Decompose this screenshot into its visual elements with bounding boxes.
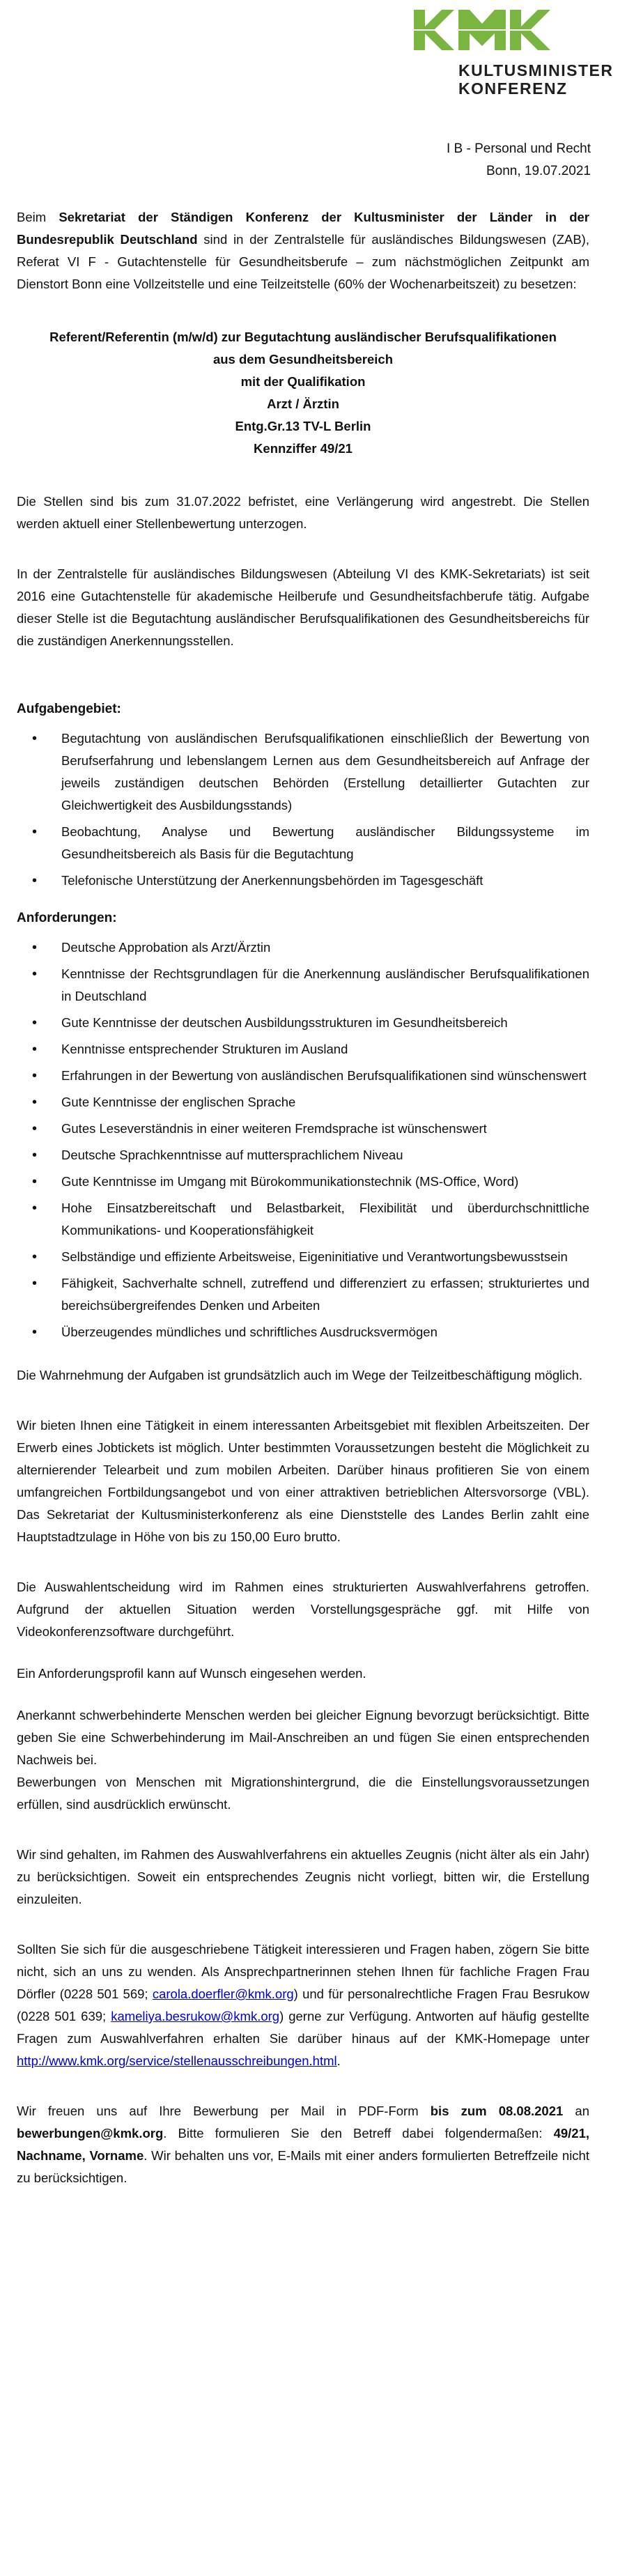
logo-text-line2: KONFERENZ bbox=[458, 79, 568, 98]
email-link-besrukow[interactable]: kameliya.besrukow@kmk.org bbox=[111, 2009, 280, 2023]
department: I B - Personal und Recht bbox=[447, 141, 591, 156]
list-item: • Hohe Einsatzbereitschaft und Belastbarkeit, Flexibilität und überdurchschnittliche Kommunikations- und Kooperationsfähigkeit bbox=[61, 1197, 589, 1242]
kmk-logo-mark bbox=[414, 10, 623, 59]
email-link-doerfler[interactable]: carola.doerfler@kmk.org bbox=[152, 1987, 294, 2001]
limitation-paragraph: Die Stellen sind bis zum 31.07.2022 befristet, eine Verlängerung wird angestrebt. Die Stellen werden aktuell einer Stellenbewertung unterzogen. bbox=[17, 494, 589, 531]
organization-name: Sekretariat der Ständigen Konferenz der Kultusminister der Länder in der Bundesrepublik Deutschland bbox=[17, 210, 589, 247]
position-line-1: Referent/Referentin (m/w/d) zur Begutachtung ausländischer Berufsqualifikationen bbox=[49, 330, 557, 344]
position-reference-number: Kennziffer 49/21 bbox=[254, 441, 353, 456]
closing-text-3: . Bitte formulieren Sie den Betreff dabei folgendermaßen: bbox=[163, 2126, 554, 2141]
list-item: • Gutes Leseverständnis in einer weiteren Fremdsprache ist wünschenswert bbox=[61, 1118, 589, 1140]
selection-paragraph: Die Auswahlentscheidung wird im Rahmen eines strukturierten Auswahlverfahrens getroffen. Aufgrund der aktuellen Situation werden Vorstellungsgespräche ggf. mit Hilfe von Videokonferenzsoftware durchgeführt. bbox=[17, 1580, 589, 1639]
offer-paragraph: Wir bieten Ihnen eine Tätigkeit in einem interessanten Arbeitsgebiet mit flexiblen Arbeitszeiten. Der Erwerb eines Jobtickets ist möglich. Unter bestimmten Voraussetzungen besteht die Möglichkeit zu alternierender Telearbeit und zum mobilen Arbeiten. Darüber hinaus profitieren Sie von einem umfangreichen Fortbildungsangebot und von einer attraktiven betrieblichen Altersvorsorge (VBL). Das Sekretariat der Kultusministerkonferenz als eine Dienststelle des Landes Berlin zahlt eine Hauptstadtzulage in Höhe von bis zu 150,00 Euro brutto. bbox=[17, 1418, 589, 1544]
closing-text-2: an bbox=[563, 2104, 590, 2118]
disabled-paragraph: Anerkannt schwerbehinderte Menschen werden bei gleicher Eignung bevorzugt berücksichtigt. Bitte geben Sie eine Schwerbehinderung im Mail-Anschreiben an und fügen Sie einen entsprechenden Nachweis bei. bbox=[17, 1708, 589, 1767]
position-title-block bbox=[17, 326, 589, 460]
parttime-paragraph: Die Wahrnehmung der Aufgaben ist grundsätzlich auch im Wege der Teilzeitbeschäftigung möglich. bbox=[17, 1368, 583, 1382]
contact-text-3: ) gerne zur Verfügung. Antworten auf häufig gestellte Fragen zum Auswahlverfahren erhalten Sie darüber hinaus auf der KMK-Homepage unter bbox=[17, 2009, 590, 2046]
tasks-heading: Aufgabengebiet: bbox=[17, 702, 121, 716]
requirements-heading: Anforderungen: bbox=[17, 911, 117, 925]
tasks-list bbox=[17, 727, 589, 892]
kmk-logo bbox=[414, 10, 623, 114]
intro-post: sind in der Zentralstelle für ausländisches Bildungswesen (ZAB), Referat VI F - Gutachtenstelle für Gesundheitsberufe – zum nächstmöglichen Zeitpunkt am Dienstort Bonn eine Vollzeitstelle und eine Teilzeitstelle (60% der Wochenarbeitszeit) zu besetzen: bbox=[17, 232, 589, 291]
posting-body bbox=[17, 206, 589, 2209]
position-qualification: Arzt / Ärztin bbox=[267, 396, 339, 411]
list-item: • Begutachtung von ausländischen Berufsqualifikationen einschließlich der Bewertung von Berufserfahrung und lebenslangem Lernen aus dem Gesundheitsbereich auf Anfrage der jeweils zuständigen deutschen Behörden (Erstellung detaillierter Gutachten zur Gleichwertigkeit des Ausbildungsstands) bbox=[61, 727, 589, 817]
list-item: • Erfahrungen in der Bewertung von ausländischen Berufsqualifikationen sind wünschenswert bbox=[61, 1065, 589, 1087]
logo-text-line1: KULTUSMINISTER bbox=[458, 61, 614, 79]
list-item: • Kenntnisse der Rechtsgrundlagen für die Anerkennung ausländischer Berufsqualifikationen in Deutschland bbox=[61, 963, 589, 1008]
kmk-jobs-link[interactable]: http://www.kmk.org/service/stellenausschreibungen.html bbox=[17, 2053, 337, 2068]
list-item: • Gute Kenntnisse der deutschen Ausbildungsstrukturen im Gesundheitsbereich bbox=[61, 1012, 589, 1034]
position-line-3: mit der Qualifikation bbox=[240, 374, 366, 389]
contact-text-2: ) und für personalrechtliche Fragen Frau Besrukow (0228 501 639; bbox=[17, 1987, 589, 2023]
closing-text-4: . Wir behalten uns vor, E-Mails mit einer anders formulierten Betreffzeile nicht zu berücksichtigen. bbox=[17, 2148, 589, 2185]
list-item: • Überzeugendes mündliches und schriftliches Ausdrucksvermögen bbox=[61, 1321, 589, 1343]
closing-paragraph bbox=[17, 2100, 589, 2189]
position-pay-grade: Entg.Gr.13 TV-L Berlin bbox=[235, 419, 371, 433]
list-item: • Telefonische Unterstützung der Anerkennungsbehörden im Tagesgeschäft bbox=[61, 870, 589, 892]
intro-paragraph bbox=[17, 206, 589, 295]
application-email: bewerbungen@kmk.org bbox=[17, 2126, 164, 2141]
requirements-list bbox=[17, 936, 589, 1343]
zab-paragraph: In der Zentralstelle für ausländisches Bildungswesen (Abteilung VI des KMK-Sekretariats) ist seit 2016 eine Gutachtenstelle für akademische Heilberufe und Gesundheitsfachberufe tätig. Aufgabe dieser Stelle ist die Begutachtung ausländischer Berufsqualifikationen des Gesundheitsbereichs für die zuständigen Anerkennungsstellen. bbox=[17, 566, 589, 648]
list-item: • Kenntnisse entsprechender Strukturen im Ausland bbox=[61, 1038, 589, 1061]
contact-text-1: Sollten Sie sich für die ausgeschriebene Tätigkeit interessieren und Fragen haben, zögern Sie bitte nicht, sich an uns zu wenden. Als Ansprechpartnerinnen stehen Ihnen für fachliche Fragen Frau Dörfler (0228 501 569; bbox=[17, 1942, 589, 2001]
profile-paragraph: Ein Anforderungsprofil kann auf Wunsch eingesehen werden. bbox=[17, 1666, 366, 1681]
position-line-2: aus dem Gesundheitsbereich bbox=[212, 352, 394, 367]
intro-pre: Beim bbox=[17, 210, 59, 224]
place-date: Bonn, 19.07.2021 bbox=[486, 164, 591, 178]
list-item: • Deutsche Approbation als Arzt/Ärztin bbox=[61, 936, 589, 959]
deadline: bis zum 08.08.2021 bbox=[430, 2104, 564, 2118]
letter-meta bbox=[447, 138, 591, 183]
subject-format: 49/21, Nachname, Vorname bbox=[17, 2126, 589, 2163]
closing-text-1: Wir freuen uns auf Ihre Bewerbung per Mail in PDF-Form bbox=[17, 2104, 431, 2118]
contact-paragraph bbox=[17, 1938, 589, 2072]
certificate-paragraph: Wir sind gehalten, im Rahmen des Auswahlverfahrens ein aktuelles Zeugnis (nicht älter als ein Jahr) zu berücksichtigen. Soweit ein entsprechendes Zeugnis nicht vorliegt, bitten wir, die Erstellung einzuleiten. bbox=[17, 1847, 589, 1906]
list-item: • Gute Kenntnisse im Umgang mit Bürokommunikationstechnik (MS-Office, Word) bbox=[61, 1171, 589, 1193]
list-item: • Selbständige und effiziente Arbeitsweise, Eigeninitiative und Verantwortungsbewusstsein bbox=[61, 1246, 589, 1268]
contact-text-4: . bbox=[336, 2053, 341, 2068]
list-item: • Gute Kenntnisse der englischen Sprache bbox=[61, 1091, 589, 1113]
list-item: • Beobachtung, Analyse und Bewertung ausländischer Bildungssysteme im Gesundheitsbereich als Basis für die Begutachtung bbox=[61, 821, 589, 865]
migration-paragraph: Bewerbungen von Menschen mit Migrationshintergrund, die die Einstellungsvoraussetzungen erfüllen, sind ausdrücklich erwünscht. bbox=[17, 1775, 589, 1812]
list-item: • Deutsche Sprachkenntnisse auf muttersprachlichem Niveau bbox=[61, 1144, 589, 1166]
list-item: • Fähigkeit, Sachverhalte schnell, zutreffend und differenziert zu erfassen; strukturiertes und bereichsübergreifendes Denken und Arbeiten bbox=[61, 1272, 589, 1317]
